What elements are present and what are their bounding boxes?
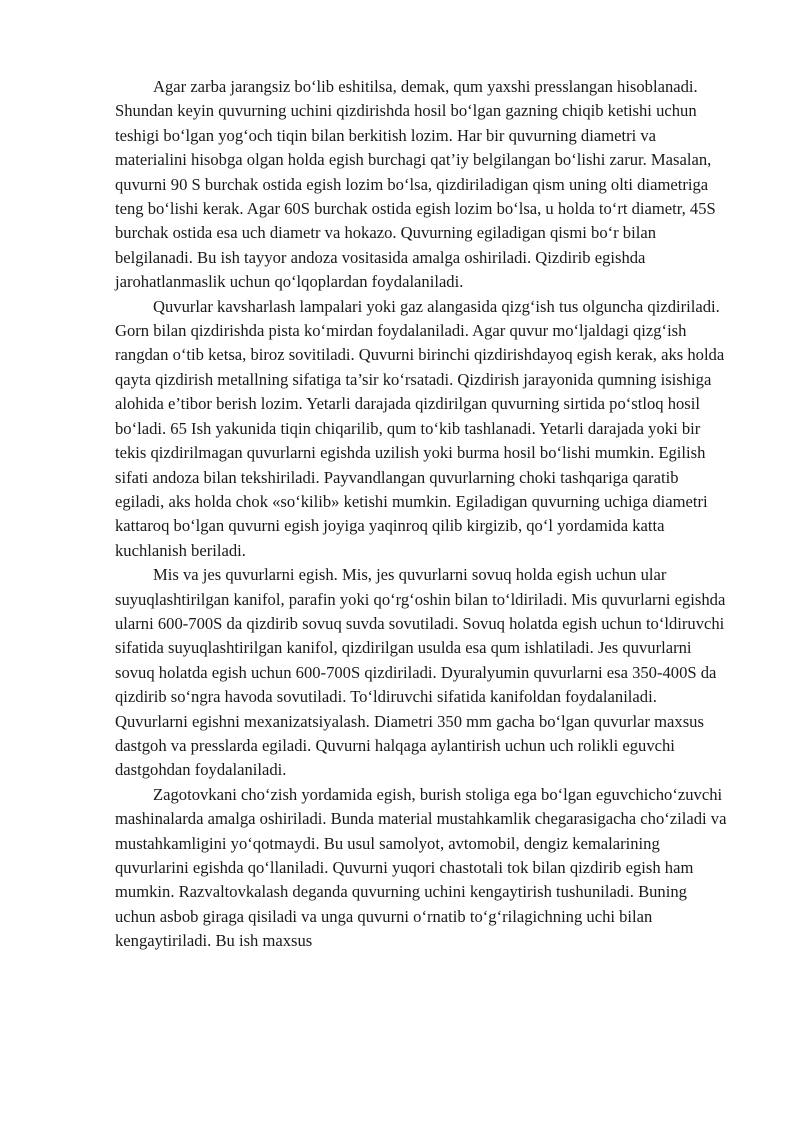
paragraph-2: Quvurlar kavsharlash lampalari yoki gaz alangasida qizg‘ish tus olguncha qizdiriladi. Gorn bilan qizdirishda pista ko‘mirdan foydalaniladi. Agar quvur mo‘ljaldagi qizg‘ish rangdan o‘tib ketsa, biroz sovitiladi. Quvurni birinchi qizdirishdayoq egish kerak, aks holda qayta qizdirish metallning sifatiga ta’sir ko‘rsatadi. Qizdirish jarayonida qumning isishiga alohida e’tibor berish lozim. Yetarli darajada qizdirilgan quvurning sirtida po‘stloq hosil bo‘ladi. 65 Ish yakunida tiqin chiqarilib, qum to‘kib tashlanadi. Yetarli darajada yoki bir tekis qizdirilmagan quvurlarni egishda uzilish yoki burma hosil bo‘lishi mumkin. Egilish sifati andoza bilan tekshiriladi. Payvandlangan quvurlarning choki tashqariga qaratib egiladi, aks holda chok «so‘kilib» ketishi mumkin. Egiladigan quvurning uchiga diametri kattaroq bo‘lgan quvurni egish joyiga yaqinroq qilib kirgizib, qo‘l yordamida katta kuchlanish beriladi.	[115, 296, 725, 560]
paragraph-3: Mis va jes quvurlarni egish. Mis, jes quvurlarni sovuq holda egish uchun ular suyuqlashtirilgan kanifol, parafin yoki qo‘rg‘oshin bilan to‘ldiriladi. Mis quvurlarni egishda ularni 600-700S da qizdirib sovuq suvda sovutiladi. Sovuq holatda egish uchun to‘ldiruvchi sifatida suyuqlashtirilgan kanifol, qizdirilgan usulda esa qum ishlatiladi. Jes quvurlarni sovuq holatda egish uchun 600-700S qizdiriladi. Dyuralyumin quvurlarni esa 350-400S da qizdirib so‘ngra havoda sovutiladi. To‘ldiruvchi sifatida kanifoldan foydalaniladi. Quvurlarni egishni mexanizatsiyalash. Diametri 350 mm gacha bo‘lgan quvurlar maxsus dastgoh va presslarda egiladi. Quvurni halqaga aylantirish uchun uch rolikli eguvchi dastgohdan foydalaniladi.	[115, 565, 726, 780]
paragraph-4: Zagotovkani cho‘zish yordamida egish, burish stoliga ega bo‘lgan eguvchicho‘zuvchi mashinalarda amalga oshiriladi. Bunda material mustahkamlik chegarasigacha cho‘ziladi va mustahkamligini yo‘qotmaydi. Bu usul samolyot, avtomobil, dengiz kemalarining quvurlarini egishda qo‘llaniladi. Quvurni yuqori chastotali tok bilan qizdirib egish ham mumkin. Razvaltovkalash deganda quvurning uchini kengaytirish tushuniladi. Buning uchun asbob giraga qisiladi va unga quvurni o‘rnatib to‘g‘rilagichning uchi bilan kengaytiriladi. Bu ish maxsus	[115, 784, 727, 951]
paragraph-1: Agar zarba jarangsiz bo‘lib eshitilsa, demak, qum yaxshi presslangan hisoblanadi. Shundan keyin quvurning uchini qizdirishda hosil bo‘lgan gazning chiqib ketishi uchun teshigi bo‘lgan yog‘och tiqin bilan berkitish lozim. Har bir quvurning diametri va materialini hisobga olgan holda egish burchagi qat’iy belgilangan bo‘lishi zarur. Masalan, quvurni 90 S burchak ostida egish lozim bo‘lsa, qizdiriladigan qism uning olti diametriga teng bo‘lishi kerak. Agar 60S burchak ostida egish lozim bo‘lsa, u holda to‘rt diametr, 45S burchak ostida esa uch diametr va hokazo. Quvurning egiladigan qismi bo‘r bilan belgilanadi. Bu ish tayyor andoza vositasida amalga oshiriladi. Qizdirib egishda jarohatlanmaslik uchun qo‘lqoplardan foydalaniladi.	[115, 77, 716, 292]
document-page	[115, 75, 730, 954]
